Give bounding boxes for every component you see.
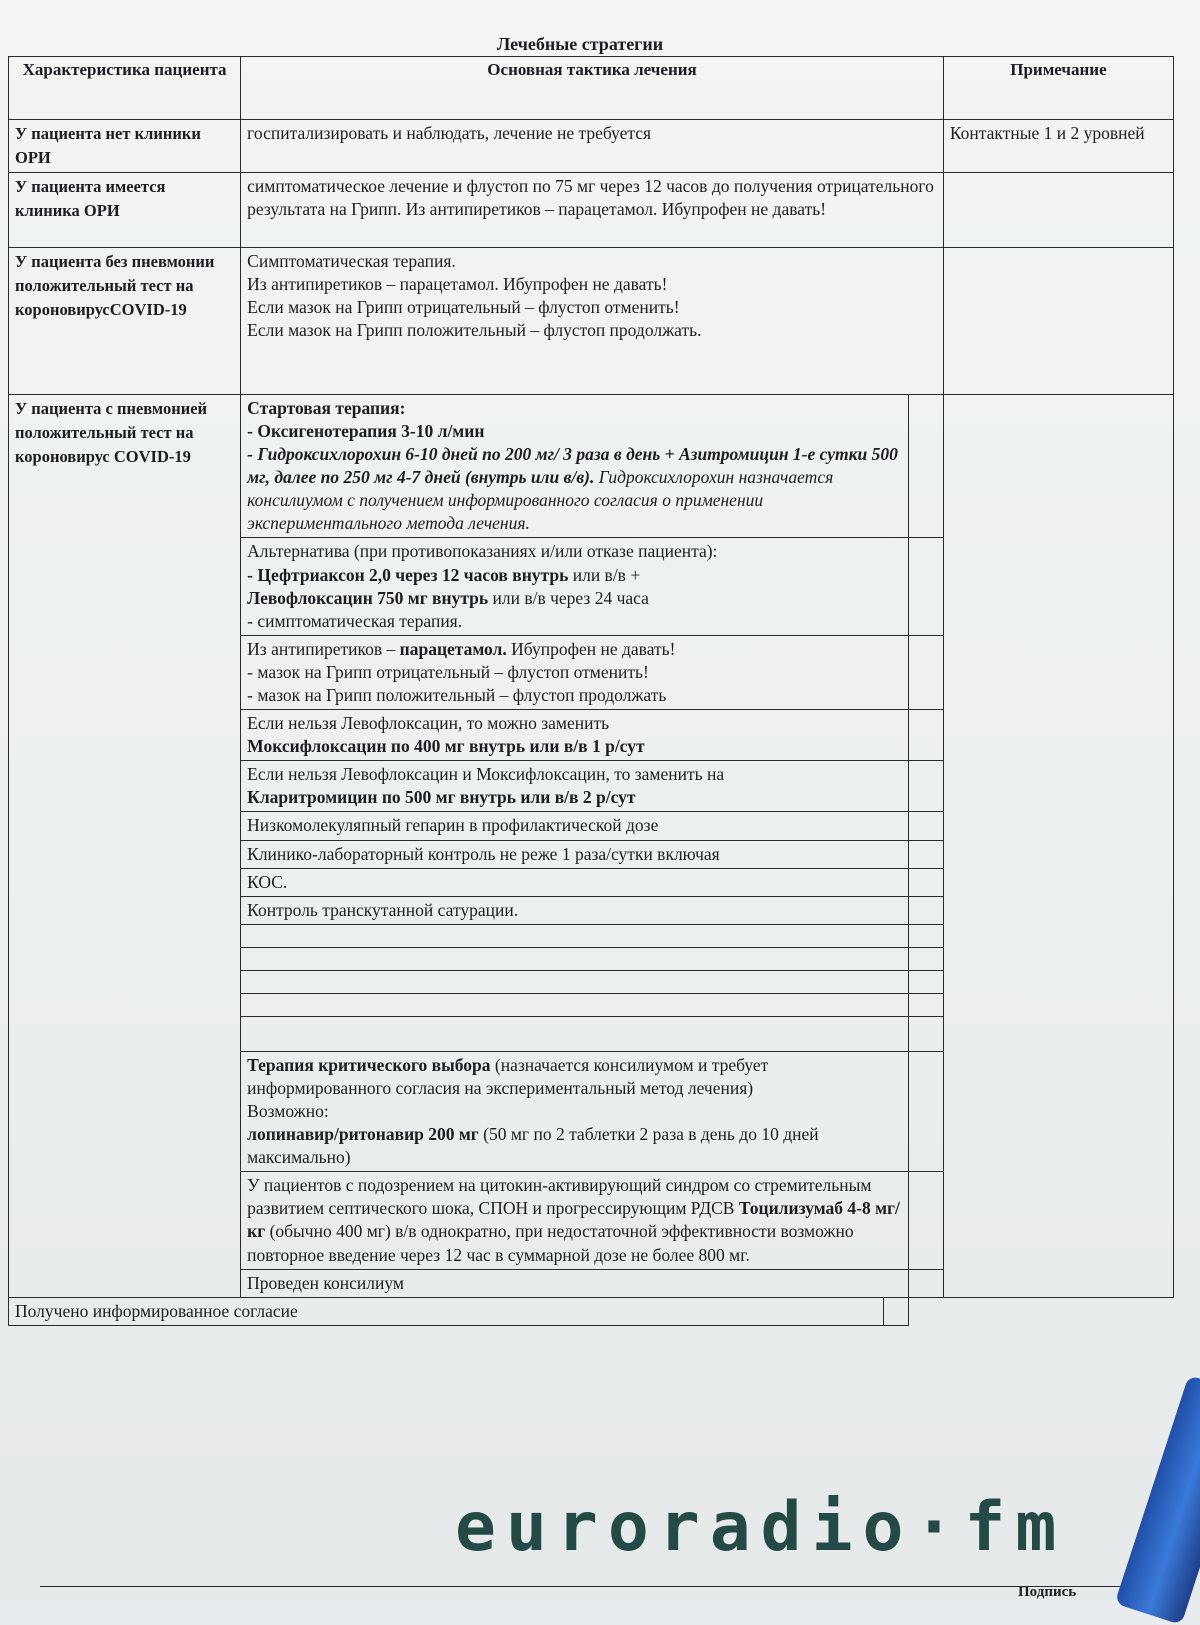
row-ari-note [943,172,1173,247]
empty-cell [241,1016,908,1051]
alternative-symptomatic: - симптоматическая терапия. [247,610,463,631]
watermark-logo: euroradio·fm [455,1488,1067,1567]
levofloxacin-text: Левофлоксацин 750 мг внутрь [247,587,489,608]
start-hcq-note: Гидроксихлорохин назначается консилиумом с получением информированного согласия о применении экспериментального метода лечения. [247,467,834,534]
blank-cell [908,761,943,812]
blank-cell [883,1297,908,1325]
antipyretics-line [247,638,901,661]
pen-object [1115,1375,1200,1625]
alternative-ceftriaxone [247,564,901,587]
row-ari-tactic: симптоматическое лечение и флустоп по 75 мг через 12 часов до получения отрицательного результата на Грипп. Из антипиретиков – парацетамол. Ибупрофен не давать! [241,172,944,247]
empty-cell [241,970,908,993]
critical-tail: (назначается консилиумом и требует информированного согласия на экспериментальный метод лечения) [247,1054,769,1098]
row-pneumonia-start [9,394,1174,538]
blank-cell [908,635,943,709]
start-oxygen: - Оксигенотерапия 3-10 л/мин [247,420,485,441]
alternative-cell [241,538,908,635]
tocilizumab-cell [241,1172,908,1269]
saturation-cell: Контроль транскутанной сатурации. [241,896,908,924]
levofloxacin-tail: или в/в через 24 часа [488,587,649,608]
moxifloxacin-dose: Моксифлоксацин по 400 мг внутрь или в/в 1 р/сут [247,736,645,757]
blank-cell [908,896,943,924]
flu-positive-line: - мазок на Грипп положительный – флустоп продолжать [247,684,667,705]
tocilizumab-tail: (обычно 400 мг) в/в однократно, при недостаточной эффективности возможно повторное введение через 12 час в суммарной дозе не более 800 мг. [247,1221,854,1265]
lopinavir-text: лопинавир/ритонавир 200 мг [247,1124,479,1145]
critical-heading: Терапия критического выбора [247,1054,491,1075]
treatment-strategies-table [8,56,1174,1326]
row-no-pneumonia [9,247,1174,394]
clarithromycin-dose: Кларитромицин по 500 мг внутрь или в/в 2 р/сут [247,787,636,808]
start-hydroxychloroquine [247,443,901,535]
antipyretics-a: Из антипиретиков – [247,638,400,659]
row-no-ari [9,120,1174,173]
tactic-line: Из антипиретиков – парацетамол. Ибупрофен не давать! [247,273,668,294]
document-title: Лечебные стратегии [496,34,664,54]
row-no-pneumonia-characteristic: У пациента без пневмонии положительный тест на короновирусCOVID-19 [9,247,241,394]
bottom-table-edge [40,1586,1140,1601]
blank-cell [908,868,943,896]
blank-cell [908,710,943,761]
blank-cell [908,947,943,970]
start-therapy-heading: Стартовая терапия: [247,397,406,418]
header-row [9,57,1174,120]
alternative-heading: Альтернатива (при противопоказаниях и/или отказе пациента): [247,541,718,562]
empty-cell [241,924,908,947]
footer-sign-label: Подпись [1018,1584,1077,1600]
row-ari-characteristic: У пациента имеется клиника ОРИ [9,172,241,247]
row-no-pneumonia-tactic [241,247,944,394]
flu-negative-line: - мазок на Грипп отрицательный – флустоп отменить! [247,661,649,682]
antipyretics-c: Ибупрофен не давать! [506,638,676,659]
clarithromycin-intro: Если нельзя Левофлоксацин и Моксифлоксацин, то заменить на [247,764,725,785]
tocilizumab-intro: У пациентов с подозрением на цитокин-активирующий синдром со стремительным развитием септического шока, СПОН и прогрессирующим РДСВ [247,1175,872,1219]
blank-cell [908,1016,943,1051]
blank-cell [908,394,943,538]
row-no-ari-note: Контактные 1 и 2 уровней [943,120,1173,173]
row-no-ari-characteristic: У пациента нет клиники ОРИ [9,120,241,173]
antipyretics-b: парацетамол. [399,638,507,659]
header-tactic: Основная тактика лечения [241,57,944,120]
blank-cell [908,1172,943,1269]
row-ari [9,172,1174,247]
tactic-line: Если мазок на Грипп положительный – флустоп продолжать. [247,320,702,341]
critical-choice-intro [247,1054,901,1100]
row-pneumonia-note [943,394,1173,1297]
kos-cell: КОС. [241,868,908,896]
council-cell: Проведен консилиум [241,1269,908,1297]
lab-control-cell: Клинико-лабораторный контроль не реже 1 раза/сутки включая [241,840,908,868]
header-note: Примечание [943,57,1173,120]
row-pneumonia-characteristic: У пациента с пневмонией положительный тест на короновирус COVID-19 [9,394,241,1297]
blank-cell [908,924,943,947]
critical-choice-cell [241,1051,908,1171]
row-no-pneumonia-note [943,247,1173,394]
critical-maybe: Возможно: [247,1101,329,1121]
blank-cell [908,840,943,868]
tactic-line: Если мазок на Грипп отрицательный – флустоп отменить! [247,297,680,318]
blank-cell [908,538,943,635]
header-characteristic: Характеристика пациента [9,57,241,120]
blank-cell [908,993,943,1016]
empty-cell [241,993,908,1016]
ceftriaxone-tail: или в/в + [568,564,641,585]
blank-cell [908,1269,943,1297]
row-no-ari-tactic: госпитализировать и наблюдать, лечение не требуется [241,120,944,173]
critical-drug-line [247,1123,901,1169]
tactic-line: Симптоматическая терапия. [247,250,456,271]
lopinavir-tail: (50 мг по 2 таблетки 2 раза в день до 10 дней максимально) [247,1124,819,1168]
start-therapy-cell [241,394,908,538]
blank-cell [908,1051,943,1171]
antipyretics-cell [241,635,908,709]
blank-cell [908,970,943,993]
moxifloxacin-intro: Если нельзя Левофлоксацин, то можно заменить [247,713,610,734]
empty-cell [241,947,908,970]
blank-cell [908,812,943,840]
row-consent [9,1297,1174,1325]
heparin-cell: Низкомолекуляпный гепарин в профилактической дозе [241,812,908,840]
moxifloxacin-cell [241,710,908,761]
ceftriaxone-text: - Цефтриаксон 2,0 через 12 часов внутрь [247,564,569,585]
tocilizumab-dose: Тоцилизумаб 4-8 мг/кг [247,1198,900,1242]
clarithromycin-cell [241,761,908,812]
alternative-levofloxacin [247,587,901,610]
start-hcq-text: - Гидроксихлорохин 6-10 дней по 200 мг/ 3 раза в день + Азитромицин 1-е сутки 500 мг, далее по 250 мг 4-7 дней (внутрь или в/в). [247,444,898,488]
consent-cell: Получено информированное согласие [9,1297,884,1325]
